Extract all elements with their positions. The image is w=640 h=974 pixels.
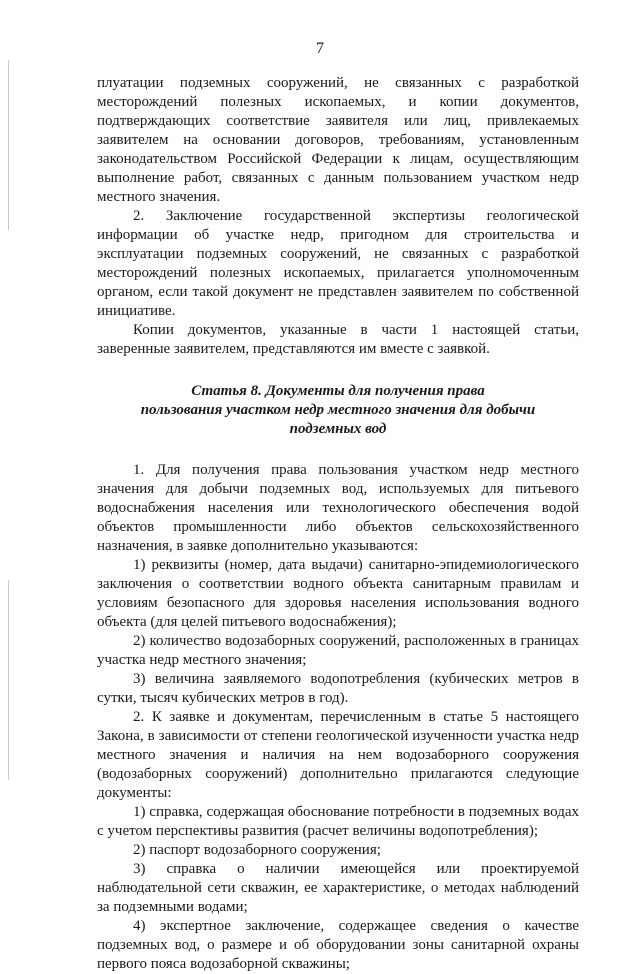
- list-item: 2) паспорт водозаборного сооружения;: [133, 842, 381, 858]
- list-item: 3) величина заявляемого водопотребления (кубических метров в сутки, тысяч кубических метров в год).: [97, 671, 579, 706]
- list-item: 1) реквизиты (номер, дата выдачи) санитарно-эпидемиологического заключения о соответствии водного объекта санитарным правилам и условиям безопасного для здоровья населения использования водного объекта (для целей питьевого водоснабжения);: [97, 557, 579, 630]
- article-heading: [97, 382, 579, 439]
- paragraph: плуатации подземных сооружений, не связанных с разработкой месторождений полезных ископаемых, и копии документов, подтверждающих соответствие заявителя или лиц, привлекаемых заявителем на основании договоров, требованиям, установленным законодательством Российской Федерации к лицам, осуществляющим выполнение работ, связанных с данным пользованием участком недр местного значения.: [97, 75, 579, 205]
- paragraph: 1. Для получения права пользования участком недр местного значения для добычи подземных вод, используемых для питьевого водоснабжения населения или технологического обеспечения водой объектов промышленности либо объектов сельскохозяйственного назначения, в заявке дополнительно указываются:: [97, 462, 579, 554]
- article-heading-line: Статья 8. Документы для получения права: [191, 383, 485, 399]
- paragraph: Копии документов, указанные в части 1 настоящей статьи, заверенные заявителем, представляются им вместе с заявкой.: [97, 322, 579, 357]
- page-number: 7: [316, 40, 324, 57]
- list-item: 4) экспертное заключение, содержащее сведения о качестве подземных вод, о размере и об оборудовании зоны санитарной охраны первого пояса водозаборной скважины;: [97, 918, 579, 972]
- paragraph: 2. Заключение государственной экспертизы геологической информации об участке недр, пригодном для строительства и эксплуатации подземных сооружений, не связанных с разработкой месторождений полезных ископаемых, прилагается уполномоченным органом, если такой документ не представлен заявителем по собственной инициативе.: [97, 208, 579, 319]
- paragraph: 2. К заявке и документам, перечисленным в статье 5 настоящего Закона, в зависимости от степени геологической изученности участка недр местного значения и наличия на нем водозаборного сооружения (водозаборных сооружений) дополнительно прилагаются следующие документы:: [97, 709, 579, 801]
- article-heading-line: пользования участком недр местного значения для добычи: [140, 402, 536, 418]
- document-body: [97, 74, 579, 974]
- list-item: 1) справка, содержащая обоснование потребности в подземных водах с учетом перспективы развития (расчет величины водопотребления);: [97, 804, 579, 839]
- list-item: 2) количество водозаборных сооружений, расположенных в границах участка недр местного значения;: [97, 633, 579, 668]
- article-heading-line: подземных вод: [289, 421, 387, 437]
- list-item: 3) справка о наличии имеющейся или проектируемой наблюдательной сети скважин, ее характеристике, о методах наблюдений за подземными водами;: [97, 861, 579, 915]
- scan-edge-mark: [8, 60, 9, 230]
- scan-edge-mark: [8, 580, 9, 780]
